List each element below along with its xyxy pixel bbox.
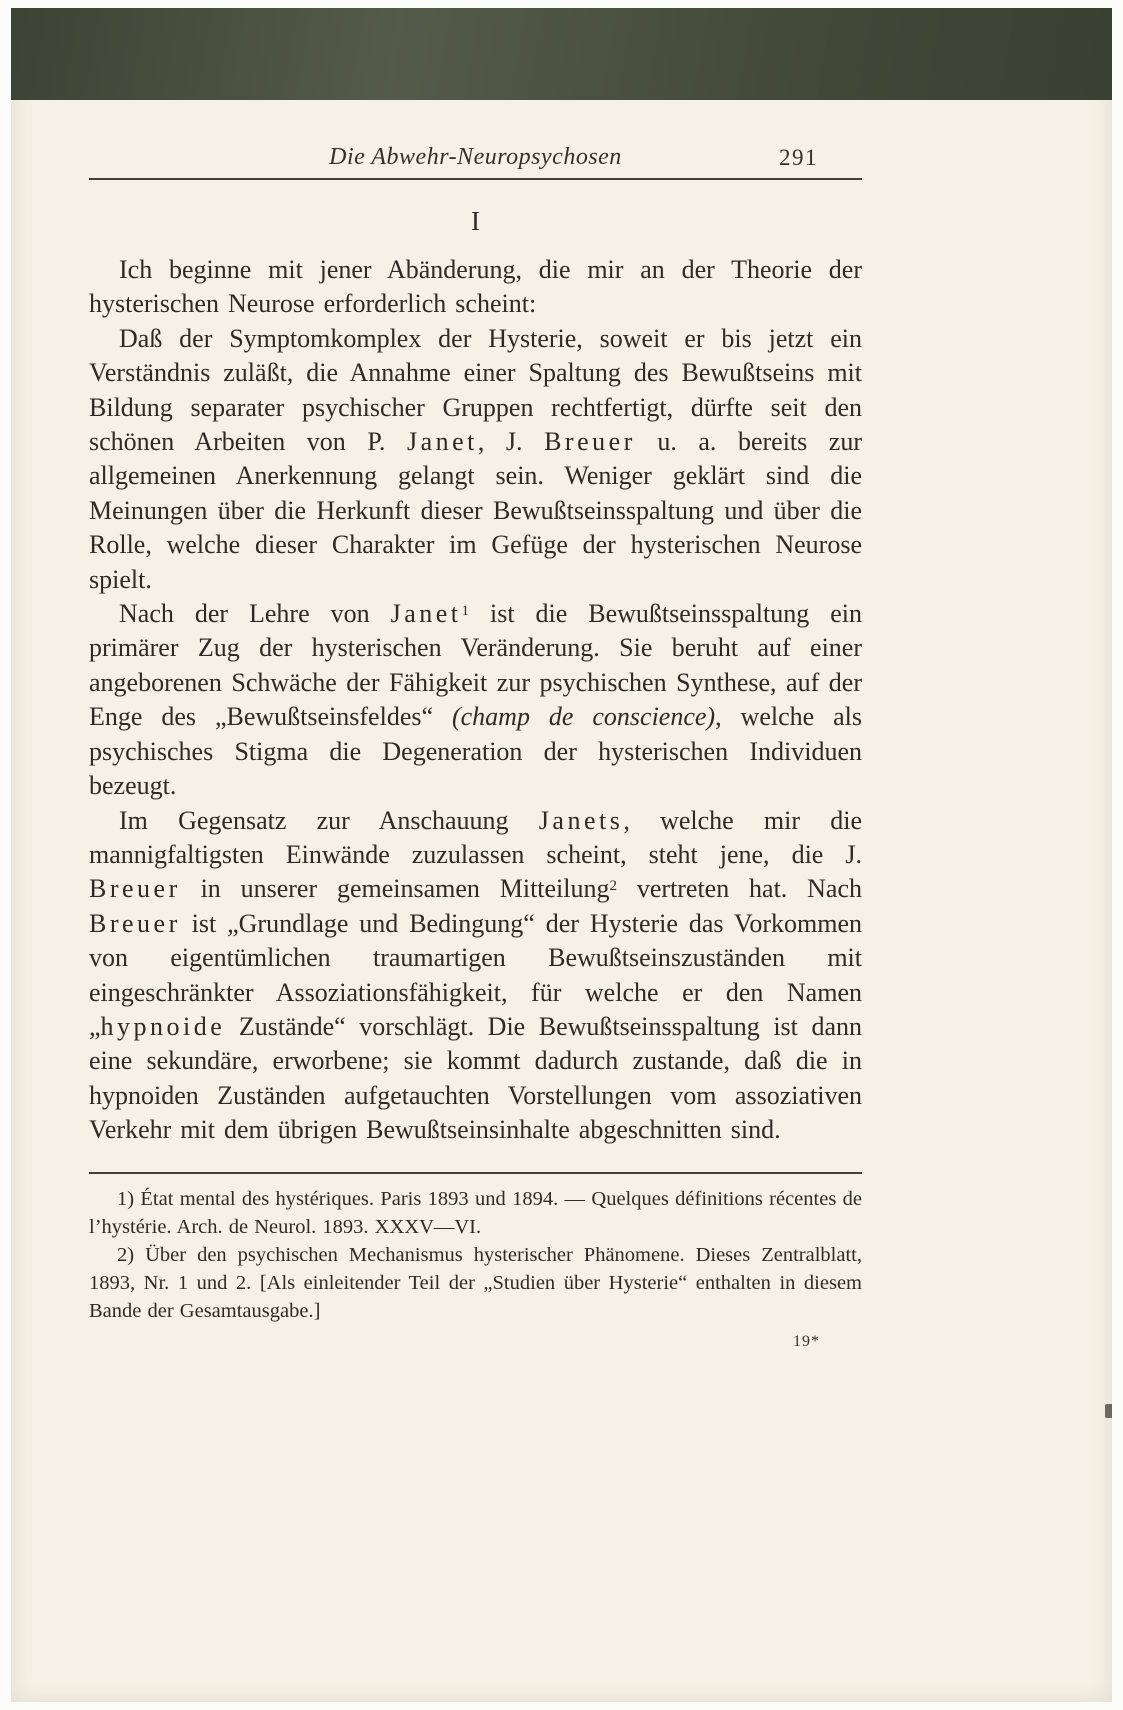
text-segment: , J.	[477, 427, 545, 457]
text-segment: Nach der Lehre von	[119, 599, 391, 629]
text-segment: 2) Über den psychischen Mechanismus hysterischer Phänomene. Dieses Zentralblatt, 1893, Nr. 1 und 2. [Als einleitender Teil der „Studien über Hysterie“ enthalten in diesem Bande der Gesamtausgabe.]	[89, 1243, 862, 1322]
page-content	[11, 144, 1112, 1359]
text-segment: Daß der Symptomkomplex der Hysterie, soweit er bis jetzt ein Verständnis zuläßt, die Annahme einer Spaltung des Bewußtseins mit Bildung separater psychischer Gruppen rechtfertigt, dürfte seit den schönen Arbeiten von P.	[89, 323, 862, 457]
text-segment-spaced: Breuer	[544, 427, 636, 457]
text-segment: in unserer gemeinsamen Mitteilung	[180, 874, 610, 904]
footnote	[89, 1241, 862, 1325]
text-segment-spaced: Janet	[390, 599, 462, 629]
section-heading: I	[471, 206, 480, 236]
scan-artifact	[1105, 1404, 1112, 1418]
text-segment: 1) État mental des hystériques. Paris 1893 und 1894. — Quelques définitions récentes de l’hystérie. Arch. de Neurol. 1893. XXXV—VI.	[89, 1187, 862, 1238]
text-segment: , welche mir die mannigfaltigsten Einwände zuzulassen scheint, steht jene, die J.	[89, 805, 862, 869]
text-segment-spaced: Janet	[406, 427, 478, 457]
text-segment: u. a. bereits zur allgemeinen Anerkennung gelangt sein. Weniger geklärt sind die Meinungen über die Herkunft dieser Bewußtseinsspaltung und über die Rolle, welche dieser Charakter im Gefüge der hysterischen Neurose spielt.	[89, 427, 862, 594]
body-paragraph	[89, 597, 862, 803]
text-segment: Ich beginne mit jener Abänderung, die mir an der Theorie der hysterischen Neurose erforderlich scheint:	[89, 255, 862, 319]
body-paragraph	[89, 804, 862, 1148]
text-segment: ist die Bewußtseinsspaltung ein primärer Zug der hysterischen Veränderung. Sie beruht auf einer angeborenen Schwäche der Fähigkeit zur psychischen Synthese, auf der Enge des „Bewußtseinsfeldes“	[89, 599, 862, 732]
text-segment-spaced: Breuer	[89, 908, 181, 938]
body-paragraph	[89, 253, 862, 322]
footnotes	[89, 1185, 862, 1325]
text-segment-spaced: Breuer	[89, 874, 181, 904]
text-segment: vertreten hat. Nach	[617, 874, 862, 904]
header-title: Die Abwehr-Neuropsychosen	[329, 144, 622, 170]
footnote-rule	[89, 1172, 862, 1174]
text-segment-sup: 1	[461, 603, 469, 620]
text-segment-spaced: hypnoide	[100, 1011, 226, 1041]
text-segment-italic: (champ de conscience)	[451, 702, 716, 732]
body-text	[89, 253, 862, 1148]
running-header	[89, 144, 862, 171]
header-page-number: 291	[779, 145, 818, 170]
header-rule	[89, 178, 862, 180]
printer-signature: 19*	[793, 1332, 820, 1350]
text-segment: Im Gegensatz zur Anschauung	[119, 805, 539, 835]
signature-row	[89, 1333, 862, 1359]
text-segment-sup: 2	[609, 878, 618, 895]
top-band	[11, 8, 1112, 100]
text-segment: Zustände“ vorschlägt. Die Bewußtseinsspaltung ist dann eine sekundäre, erworbene; sie kommt dadurch zustande, daß die in hypnoiden Zuständen aufgetauchten Vorstellungen vom assoziativen Verkehr mit dem übrigen Bewußtseinsinhalte abgeschnitten sind.	[89, 1011, 862, 1145]
footnote	[89, 1185, 862, 1241]
body-paragraph	[89, 322, 862, 597]
text-segment: , welche als psychisches Stigma die Degeneration der hysterischen Individuen bezeugt.	[89, 702, 862, 801]
text-segment: ist „Grundlage und Bedingung“ der Hysterie das Vorkommen von eigentümlichen traumartigen Bewußtseinszuständen mit eingeschränkter Assoziationsfähigkeit, für welche er den Namen „	[89, 908, 862, 1041]
text-segment-spaced: Janets	[538, 805, 624, 835]
scanned-page	[11, 8, 1112, 1702]
